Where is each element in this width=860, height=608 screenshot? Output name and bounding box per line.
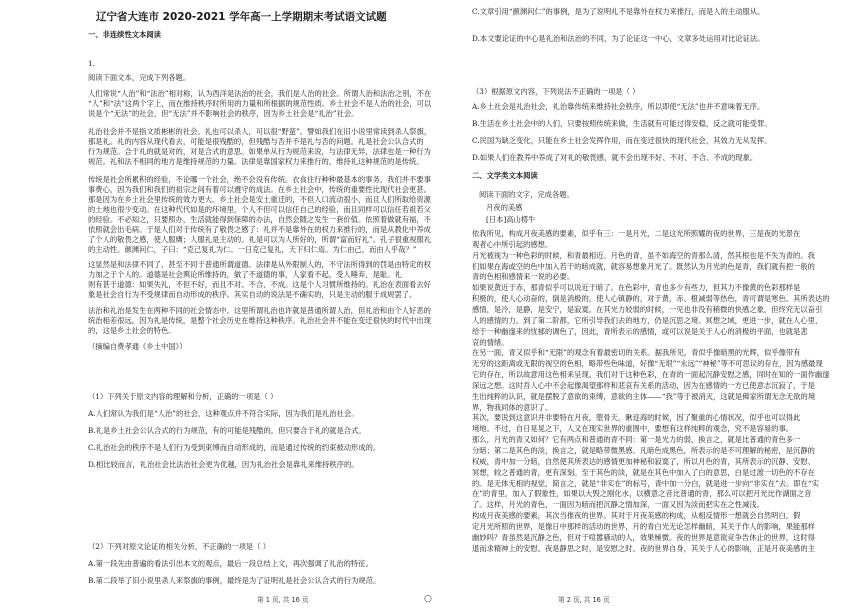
story-author: [日本]高山樗牛	[486, 215, 536, 224]
text-line: 青的色相和感情来一说的必要。	[472, 272, 575, 282]
reading-instruction: 阅读下面文本，完成下列各题。	[88, 73, 191, 82]
text-line: 月光被视为一种色彩的时候，和青最相近。月色的青，虽不如海空的青那么清，然其根也是不失为青的。我	[472, 250, 815, 260]
text-line: 传统是社会所累积的经验，不论哪一个社会，绝不会没有传统。衣食住行种种最基本的事务，我们并不要事	[88, 175, 431, 184]
text-line: 它的存在，所以故意用这色相来呈现。我们对于这种色彩，在青的一面起沉静安慰之感，同时在知的一面作幽邃	[472, 370, 830, 380]
option-b: B.第二段举了旧小说里杀人来祭旗的事例，最终是为了证明礼是社会公认合式的行为规范。	[88, 576, 381, 585]
option-c: C.礼治社会的秩序不是人们行为受到束缚而自动形成的，而是通过传统的约束被动形成的。	[88, 443, 381, 452]
option-d: D.本文要论证的中心是礼治和法治的不同，为了论证这一中心，文章多处运用对比论证法。	[472, 34, 765, 43]
text-line: 观者心中所引起的感想。	[472, 239, 553, 249]
reading-instruction: 阅读下面的文字，完成各题。	[479, 190, 574, 199]
section-heading-nonlinear: 一、非连续性文本阅读	[88, 30, 161, 39]
text-line: 依照就会出毛病。于是人们对于传统有了敬畏之感了：礼并不是靠外在的权力来推行的，而是从教化中养成	[88, 225, 431, 234]
question-stem: （3）根据原文内容，下列说法不正确的一项是（ ）	[472, 87, 640, 96]
option-a: A.第一段先由普遍的看法引出本文的观点，最后一段总结上文，再次强调了礼治的特征。	[88, 559, 373, 568]
section-heading-literary: 二、文学类文本阅读	[472, 171, 538, 180]
text-line: 那是礼。礼的内容从现代看去，可能是很残酷的，但残酷与否并不是礼与否的问题。礼是社会公认合式的	[88, 137, 424, 146]
option-c: C.民国为缺乏变化，只能在乡土社会发挥作用，而在变迁很快的现代社会，其效力无从发挥。	[472, 136, 772, 145]
text-line: 行为规范。合于礼的就是对的，对是合式的意思。如果单从行为规范来说，与法律无异，法律也是一种行为	[88, 147, 431, 156]
page-number-right: 第 2 页, 共 16 页	[558, 596, 610, 604]
text-line: 退而求精神上的安慰。夜是静思之时，是安慰之时。夜的世界自身，其关于人心的影响，正是月夜美感的主	[472, 543, 815, 553]
text-line: 权威，青中加一分暗，自然使其所表达的感情更加神秘和寂寞了，所以月色的青，其所表示的沉静、安慰、	[472, 456, 815, 466]
page-number-left: 第 1 页, 共 16 页	[257, 596, 309, 604]
text-line: 统治相差很远，因为礼是传统，是整个社会历史在维持这种秩序。礼治社会并不能在变迁很快的时代中出现	[88, 316, 431, 325]
text-line: 的经验。不必知之，只要照办，生活就能得到保障的办法，自然会随之发生一套价值。依照着做就有福，不	[88, 215, 431, 224]
text-line: 构成月夜美感的要素，其次当推夜的世界。其对于月夜美感的构成，从相反情形一想就会自然明白，假	[472, 511, 801, 521]
text-line: 这显然是和法律不同了，甚至不同于普通所谓道德。法律是从外限制人的，不守法所得到的罚是由特定的权	[88, 260, 431, 269]
text-line: 人们常说“人治”和“法治”相对称，认为西洋是法治的社会，我们是人治的社会。所谓人治和法治之别，不在	[88, 89, 432, 98]
text-line: 定月光所照的世界，是像日中那样的活动的世界，月的青白光无论怎样幽暗，其关于作人的影响，果能那样	[472, 521, 815, 531]
story-title: 月夜的美感	[486, 203, 523, 212]
text-line: 幽妙吗？青虽然是沉静之色，但对于喧嚣骚动的人，效果極微。夜的世界是意欲竞争告休止的世界，这时得	[472, 532, 815, 542]
text-line: 无穷的这距离或无限的视空的色相，略带些色味道，好像“无垠”“永远”“神秘”等不可思议的存在，因为感最现	[472, 359, 823, 369]
text-line: 分暗；第二是其色的淡，换言之，就是略带微黑感。凡暗色成黑色，所表示的是不可理解的秘密，是沉静的	[472, 446, 815, 455]
question-stem: （1）下列关于原文内容的理解和分析，正确的一项是（ ）	[88, 392, 278, 401]
source-citation: （摘编自费孝通《乡土中国》）	[88, 342, 187, 351]
text-line: 生出纯粹的认识，就是摆脱了意欲的束缚，意欲的主体——“我”等于被消灭，这就是佛家所谓无念无欲的境	[472, 391, 816, 401]
text-line: 境地。不过，自日晃晃之下，人又在现实世界的重围中，要想有这样纯粹的观念，究不是容易的事。	[472, 424, 794, 434]
text-line: 的，这是乡土社会的特色。	[88, 326, 176, 335]
text-line: 如果说黄近于赤，那青似乎可以说近于暗了。在色彩中，青也多少有些力，但其力不像黄的色彩那样是	[472, 283, 801, 293]
text-line: 感情，是冷，是静，是安宁，是寂寞。在其光力较弱的时候，一见也非没有稍微的快感之象，但终究无以奋引	[472, 304, 823, 314]
text-line: 在另一面，青又似乎和“无限”的观念有着最密切的关系。据我所见，青似乎像暗黑的光辉，似乎像带有	[472, 348, 801, 358]
option-a: A.人们常认为我们是“人治”的社会，这种观点并不符合实际，因为我们是礼治社会。	[88, 409, 359, 418]
text-line: 则有甚于道德：如果失礼，不但不好，而且不对、不合、不成。这是个人习惯所维持的。礼治在表面看去好	[88, 280, 431, 289]
text-line: 那么，月光的青又如何？它有两点和普通的青不同：第一是光力的弱，换言之，就是比普通的青色多一	[472, 435, 801, 445]
text-line: 积极的，使人心动奋的，倒是消极的，使人心镇静的，对于黄，赤、橙减弱等热色，青可谓是寒色。其所表达的	[472, 294, 830, 304]
text-line: 了。这样，月光的青色，一面因为暗而把沉静之情加深，一面又因为淡而把实在之性减浅。	[472, 500, 764, 510]
text-line: 冥想，较之普通的青，更有深刻。至于其色的淡，就是在其色中加入了白的意思，白是过渡一切色的不存在	[472, 467, 815, 477]
text-line: 事费心，因为我们和我们的祖宗之间有着可以遵守的成法。在乡土社会中，传统的重要性比现代社会更甚。	[88, 185, 431, 194]
text-line: 象是社会自行为不受规律而自动形成的秩序。其实自动的说法是不确实的，只是主动的服于成规罢了。	[88, 290, 417, 299]
option-b: B.礼是乡土社会公认合式的行为规范，有的可能是残酷的，但只要合于礼的就是合式。	[88, 426, 366, 435]
option-b: B.生活在乡土社会中的人们，只要按照传统来做，生活就有可能过得安稳，反之就可能受罪。	[472, 119, 772, 128]
option-d: D.如果人们在教养中养成了对礼的敬畏感，就不会出现不好、不对、不合、不成的现象。	[472, 153, 758, 162]
text-line: 人的感情的力。到了第二阶都，它所引导我们去的地方，仍是沉思之境、冥想之域，更进一步，就在人心里，	[472, 315, 823, 325]
text-line: 们如果在海或空的色中加入若干的暗成就，就容易想象月光了。既然认为月光的色是青，我们就有把一般的	[472, 261, 815, 271]
option-c: C.文章引用“颜渊问仁”的事例，是为了说明礼不是靠外在权力来推行，而是人的主动服从。	[472, 7, 765, 16]
text-line: 规范。礼和法不相同的地方是维持规范的力量。法律是靠国家权力来推行的，维持礼这种规范的是传统。	[88, 157, 424, 166]
question-number: 1.	[88, 59, 95, 68]
option-a: A.乡土社会是礼治社会，礼治靠传统来维持社会秩序，所以即使“无法”也并不意味着无序。	[472, 102, 765, 111]
text-line: 哀的情绪。	[472, 337, 509, 347]
text-line: 界，物我同体的意识了。	[472, 402, 553, 412]
text-line: 的。是无体无相的视觉，简言之，就是“非实在”的标号，青中加一分白，就是进一步向“非实在”去。即在“实	[472, 478, 820, 488]
text-line: 的主动性。颜渊问仁，子曰：“克己复礼为仁。一日克己复礼，天下归仁焉。为仁由己，而由人乎哉？”	[88, 245, 417, 254]
text-line: 法治和礼治是发生在两种不同的社会情态中。这里所谓礼治也许就是普通所谓人治，但礼治和由个人好恶的	[88, 306, 431, 315]
text-line: 依我所见，构成月夜美感的要素，似乎有三：一是月光，二是这光所照耀的夜的世界，三是夜的光景在	[472, 229, 801, 238]
text-line: 说是个“无法”的社会，但“无法”并不影响社会的秩序，因为乡土社会是“礼治”社会。	[88, 109, 359, 118]
option-d: D.相比较而言，礼治社会比法治社会更为优越，因为礼治社会是靠礼来维持秩序的。	[88, 460, 359, 469]
text-line: 其次，要说到这意识并非要特在月夜，堕骨天，瞅迩海的时候，因了聚重的心情状况，似乎也可以得此	[472, 413, 801, 423]
text-line: 给于一种幽邃来的忧郁的调色了，因此，青所表示的感情，或可以说是关于人心的消极的平面，也就是悲	[472, 326, 808, 336]
text-line: 礼治社会并不是指文质彬彬的社会。礼也可以杀人，可以很“野蛮”。譬如我们在旧小说里常读到杀人祭旗，	[88, 127, 432, 136]
text-line: 力加之于个人的。道德是社会舆论所维持的，做了不道德的事，人家看不起，受人唾弃，是耻。礼	[88, 270, 402, 279]
text-line: 了个人的敬畏之感，使人服膺；人服礼是主动的。礼是可以为人所好的，所谓“富而好礼”。孔子很重视服礼	[88, 235, 432, 244]
text-line: 的土地也很少变动。在这种代代如是的环境里，个人不但可以信任自己的经验，而且同样可以信任若祖若父	[88, 205, 431, 214]
text-line: 在”的青里，加入了假象性，如果以大毁之刚化水，以横意之音比普通的青，那么可以把月光比作湖面之音	[472, 489, 812, 499]
text-line: “人”和“法”这两个字上，而在维持秩序时所用的力量和所根据的规范性质。乡土社会不是人治的社会，可以	[88, 99, 432, 108]
text-line: 深远之想。这时吾人心中不会起像渴望那样和悲哀有关系的活动，因为在感情的一方已使意志沉寂了，于是	[472, 380, 815, 390]
center-circle-icon: ○	[424, 594, 432, 604]
question-stem: （2）下列对原文论证的相关分析，不正确的一项是（ ）	[88, 542, 271, 551]
page-title: 辽宁省大连市 2020-2021 学年高一上学期期末考试语文试题	[96, 11, 387, 23]
page-footer	[0, 592, 860, 606]
text-line: 那是因为在乡土社会里传统的效力更大。乡土社会是安土重迁的，不但人口流动很小，而且人们所取给资源	[88, 195, 431, 204]
